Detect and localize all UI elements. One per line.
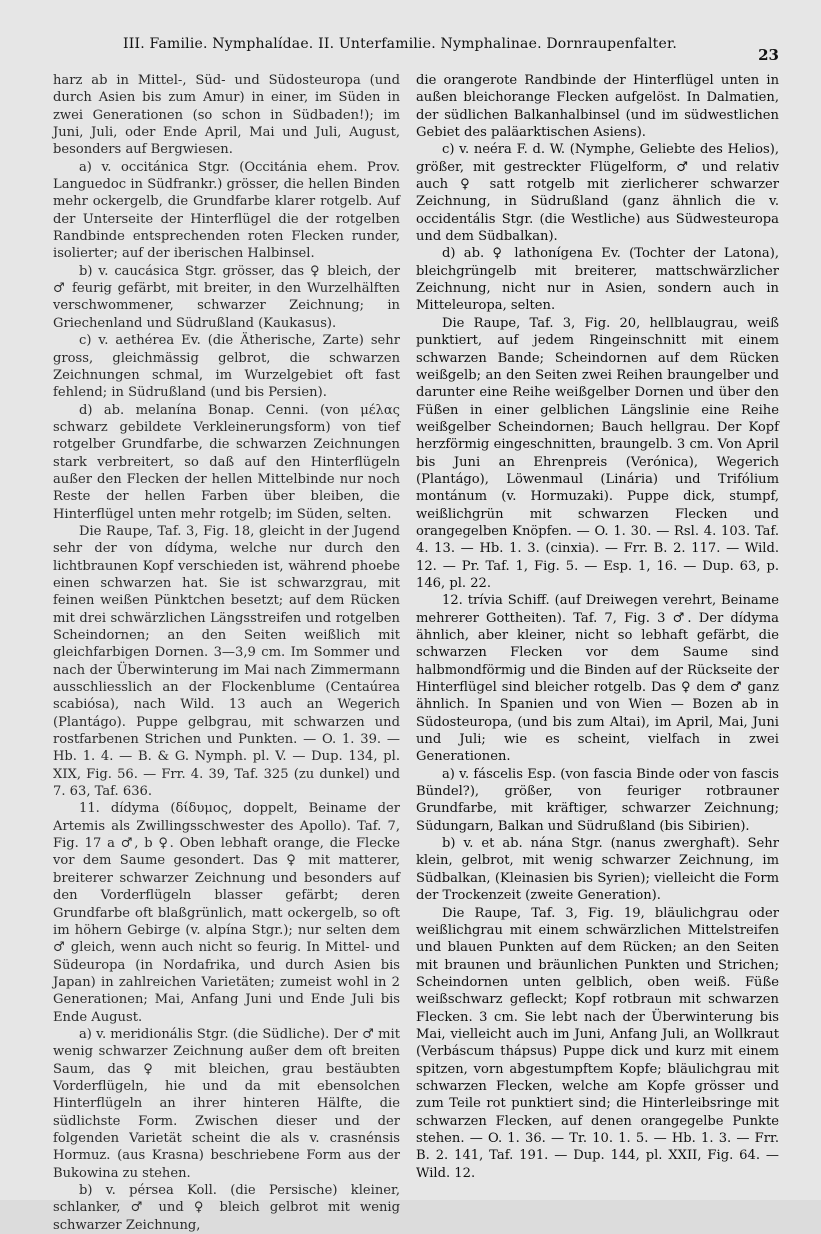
- species-entry: 11. dídyma (δίδυμος, doppelt, Beiname der Artemis als Zwillingsschwester des Apollo). Taf. 7, Fig. 17 a ♂, b ♀. Oben lebhaft orange, die Flecke vor dem Saume gesondert. Das ♀ mit matterer, breiterer schwarzer Zeichnung und besonders auf den Vorderflügeln blasser gefärbt; deren Grundfarbe oft blaßgrünlich, matt ockergelb, so oft im höhern Gebirge (v. alpína Stgr.); nur selten dem ♂ gleich, wenn auch nicht so feurig. In Mittel- und Südeuropa (in Nordafrika, und durch Asien bis Japan) in zahlreichen Varietäten; zumeist wohl in 2 Generationen; Mai, Anfang Juni und Ende Juli bis Ende August.: [53, 801, 400, 1025]
- paragraph: b) v. et ab. nána Stgr. (nanus zwerghaft). Sehr klein, gelbrot, mit wenig schwarzer Zeichnung, im Südbalkan, (Kleinasien bis Syrien); vielleicht die Form der Trockenzeit (zweite Generation).: [416, 836, 779, 904]
- page-header: [0, 36, 821, 64]
- paragraph: c) v. aethérea Ev. (die Ätherische, Zarte) sehr gross, gleichmässig gelbrot, die schwarzen Zeichnungen schmal, im Wurzelgebiet oft fast fehlend; in Südrußland (und bis Persien).: [53, 333, 400, 401]
- paragraph: b) v. pérsea Koll. (die Persische) kleiner, schlanker, ♂ und ♀ bleich gelbrot mit wenig schwarzer Zeichnung,: [53, 1183, 400, 1233]
- left-column: [53, 72, 400, 1234]
- paragraph: a) v. occitánica Stgr. (Occitánia ehem. Prov. Languedoc in Südfrankr.) grösser, die hellen Binden mehr ockergelb, die Grundfarbe klarer rotgelb. Auf der Unterseite der Hinterflügel die der rotgelben Randbinde entsprechenden roten Flecken runder, isolierter; auf der iberischen Halbinsel.: [53, 159, 400, 262]
- running-head: III. Familie. Nymphalídae. II. Unterfamilie. Nymphalinae. Dornraupenfalter.: [123, 36, 677, 52]
- paragraph: die orangerote Randbinde der Hinterflügel unten in außen bleichorange Flecken aufgelöst. In Dalmatien, der südlichen Balkanhalbinsel (und im südwestlichen Gebiet des paläarktischen Asiens).: [416, 73, 779, 141]
- paragraph: d) ab. melanína Bonap. Cenni. (von μέλας schwarz gebildete Verkleinerungsform) von tief rotgelber Grundfarbe, die schwarzen Zeichnungen stark verbreitert, so daß auf den Hinterflügeln außer den Flecken der hellen Mittelbinde nur noch Reste der hellen Farben über bleiben, die Hinterflügel unten mehr rotgelb; im Süden, selten.: [53, 402, 400, 522]
- paragraph: a) v. meridionális Stgr. (die Südliche). Der ♂ mit wenig schwarzer Zeichnung außer dem oft breiten Saum, das ♀ mit bleichen, grau bestäubten Vorderflügeln, hie und da mit ebensolchen Hinterflügeln an ihrer hinteren Hälfte, die südlichste Form. Zwischen dieser und der folgenden Varietät scheint die als v. crasnénsis Hormuz. (aus Krasna) beschriebene Form aus der Bukowina zu stehen.: [53, 1026, 400, 1181]
- page-number: 23: [758, 46, 779, 64]
- paragraph: a) v. fáscelis Esp. (von fascia Binde oder von fascis Bündel?), größer, von feuriger rotbrauner Grundfarbe, mit kräftiger, schwarzer Zeichnung; Südungarn, Balkan und Südrußland (bis Sibirien).: [416, 766, 779, 834]
- paragraph: harz ab in Mittel-, Süd- und Südosteuropa (und durch Asien bis zum Amur) in einer, im Süden in zwei Generationen (so schon in Südbaden!); im Juni, Juli, oder Ende April, Mai und Juli, August, besonders auf Bergwiesen.: [53, 73, 400, 158]
- species-entry: 12. trívia Schiff. (auf Dreiwegen verehrt, Beiname mehrerer Gottheiten). Taf. 7, Fig. 3 ♂. Der dídyma ähnlich, aber kleiner, nicht so lebhaft gefärbt, die schwarzen Flecken vor dem Saume sind halbmondförmig und die Binden auf der Rückseite der Hinterflügel sind bleicher rotgelb. Das ♀ dem ♂ ganz ähnlich. In Spanien und von Wien — Bozen ab in Südosteuropa, (und bis zum Altai), im April, Mai, Juni und Juli; wie es scheint, vielfach in zwei Generationen.: [416, 593, 779, 765]
- paragraph: b) v. caucásica Stgr. grösser, das ♀ bleich, der ♂ feurig gefärbt, mit breiter, in den Wurzelhälften verschwommener, schwarzer Zeichnung; in Griechenland und Südrußland (Kaukasus).: [53, 263, 400, 331]
- paragraph: Die Raupe, Taf. 3, Fig. 20, hellblaugrau, weiß punktiert, auf jedem Ringeinschnitt mit einem schwarzen Bande; Scheindornen auf dem Rücken weißgelb; an den Seiten zwei Reihen braungelber und darunter eine Reihe weißgelber Dornen und über den Füßen in einer gelblichen Längslinie eine Reihe weißgelber Scheindornen; Bauch hellgrau. Der Kopf herzförmig eingeschnitten, braungelb. 3 cm. Von April bis Juni an Ehrenpreis (Verónica), Wegerich (Plantágo), Löwenmaul (Linária) und Trifólium montánum (v. Hormuzaki). Puppe dick, stumpf, weißlichgrün mit schwarzen Flecken und orangegelben Knöpfen. — O. 1. 30. — Rsl. 4. 103. Taf. 4. 13. — Hb. 1. 3. (cinxia). — Frr. B. 2. 117. — Wild. 12. — Pr. Taf. 1, Fig. 5. — Esp. 1, 16. — Dup. 63, p. 146, pl. 22.: [416, 315, 779, 591]
- right-column: [416, 72, 779, 1182]
- paragraph: Die Raupe, Taf. 3, Fig. 19, bläulichgrau oder weißlichgrau mit einem schwärzlichen Mittelstreifen und blauen Punkten auf dem Rücken; an den Seiten mit braunen und bräunlichen Punkten und Strichen; Scheindornen unten gelblich, oben weiß. Füße weißschwarz gefleckt; Kopf rotbraun mit schwarzen Flecken. 3 cm. Sie lebt nach der Überwinterung bis Mai, vielleicht auch im Juni, Anfang Juli, an Wollkraut (Verbáscum thápsus) Puppe dick und kurz mit einem spitzen, vorn abgestumpftem Kopfe; bläulichgrau mit schwarzen Flecken, welche am Kopfe grösser und zum Teile rot punktiert sind; die Hinterleibsringe mit schwarzen Flecken, auf denen orangegelbe Punkte stehen. — O. 1. 36. — Tr. 10. 1. 5. — Hb. 1. 3. — Frr. B. 2. 141, Taf. 191. — Dup. 144, pl. XXII, Fig. 64. — Wild. 12.: [416, 905, 779, 1181]
- paragraph: d) ab. ♀ lathonígena Ev. (Tochter der Latona), bleichgrüngelb mit breiterer, mattschwärzlicher Zeichnung, nicht nur in Asien, sondern auch in Mitteleuropa, selten.: [416, 246, 779, 314]
- paragraph: Die Raupe, Taf. 3, Fig. 18, gleicht in der Jugend sehr der von dídyma, welche nur durch den lichtbraunen Kopf verschieden ist, während phoebe einen schwarzen hat. Sie ist schwarzgrau, mit feinen weißen Pünktchen besetzt; auf dem Rücken mit drei schwärzlichen Längsstreifen und rotgelben Scheindornen; an den Seiten weißlich mit gleichfarbigen Dornen. 3—3,9 cm. Im Sommer und nach der Überwinterung im Mai nach Zimmermann ausschliesslich an der Flockenblume (Centaúrea scabiósa), nach Wild. 13 auch an Wegerich (Plantágo). Puppe gelbgrau, mit schwarzen und rostfarbenen Strichen und Punkten. — O. 1. 39. — Hb. 1. 4. — B. & G. Nymph. pl. V. — Dup. 134, pl. XIX, Fig. 56. — Frr. 4. 39, Taf. 325 (zu dunkel) und 7. 63, Taf. 636.: [53, 523, 400, 800]
- paragraph: c) v. neéra F. d. W. (Nymphe, Geliebte des Helios), größer, mit gestreckter Flügelform, ♂ und relativ auch ♀ satt rotgelb mit zierlicherer schwarzer Zeichnung, in Südrußland (ganz ähnlich die v. occidentális Stgr. (die Westliche) aus Südwesteuropa und dem Südbalkan).: [416, 142, 779, 245]
